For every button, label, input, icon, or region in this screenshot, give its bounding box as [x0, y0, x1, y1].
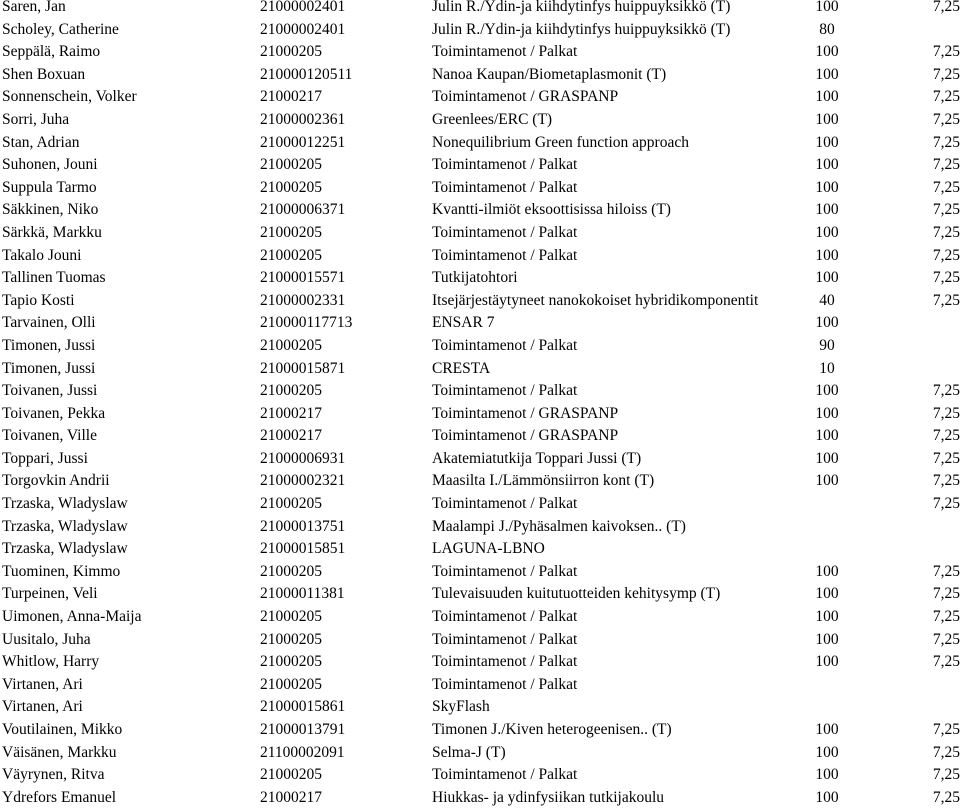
person-name-cell: Sonnenschein, Volker: [2, 88, 137, 106]
table-row: [0, 719, 960, 742]
person-name-cell: Trzaska, Wladyslaw: [2, 540, 128, 558]
rate-cell: 7,25: [932, 246, 960, 264]
table-row: [0, 561, 960, 584]
rate-cell: 7,25: [932, 766, 960, 784]
person-name-cell: Ydrefors Emanuel: [2, 788, 117, 806]
person-name-cell: Virtanen, Ari: [2, 698, 83, 716]
table-row: [0, 470, 960, 493]
table-row: [0, 493, 960, 516]
cost-code-cell: 21000013791: [260, 721, 346, 738]
cost-code-cell: 210000117713: [260, 314, 353, 332]
rate-cell: 7,25: [932, 449, 960, 467]
project-cell: SkyFlash: [432, 698, 490, 716]
person-name-cell: Sorri, Juha: [2, 110, 70, 128]
person-name-cell: Suppula Tarmo: [2, 178, 97, 196]
rate-cell: 7,25: [932, 404, 960, 422]
percentage-cell: 100: [815, 653, 839, 671]
table-row: [0, 267, 960, 290]
person-name-cell: Väyrynen, Ritva: [2, 766, 105, 784]
person-name-cell: Stan, Adrian: [2, 133, 80, 151]
person-name-cell: Toivanen, Pekka: [2, 404, 106, 422]
table-row: [0, 335, 960, 358]
cost-code-cell: 21000217: [260, 788, 322, 806]
project-cell: Akatemiatutkija Toppari Jussi (T): [432, 449, 642, 467]
rate-cell: 7,25: [932, 223, 960, 241]
table-row: [0, 516, 960, 539]
project-cell: Timonen J./Kiven heterogeenisen.. (T): [432, 721, 672, 738]
person-name-cell: Trzaska, Wladyslaw: [2, 495, 128, 513]
table-row: [0, 787, 960, 809]
project-cell: Toimintamenot / Palkat: [432, 43, 578, 61]
table-row: [0, 245, 960, 268]
person-name-cell: Timonen, Jussi: [2, 336, 96, 354]
cost-code-cell: 21000015851: [260, 540, 346, 558]
cost-code-cell: 21000205: [260, 246, 322, 264]
project-cell: Toimintamenot / GRASPANP: [432, 404, 619, 422]
percentage-cell: 100: [815, 201, 839, 219]
person-name-cell: Tuominen, Kimmo: [2, 562, 121, 580]
project-cell: Nonequilibrium Green function approach: [432, 133, 689, 151]
percentage-cell: 100: [815, 788, 839, 806]
project-cell: Maalampi J./Pyhäsalmen kaivoksen.. (T): [432, 517, 686, 535]
cost-code-cell: 21000011381: [260, 585, 345, 603]
project-cell: ENSAR 7: [432, 314, 495, 332]
table-row: [0, 199, 960, 222]
person-name-cell: Scholey, Catherine: [2, 20, 119, 38]
cost-code-cell: 21000205: [260, 608, 322, 626]
person-name-cell: Tallinen Tuomas: [2, 269, 106, 287]
percentage-cell: 80: [819, 20, 835, 38]
person-name-cell: Takalo Jouni: [2, 246, 82, 264]
percentage-cell: 100: [815, 449, 839, 467]
person-name-cell: Väisänen, Markku: [2, 743, 117, 761]
project-cell: Toimintamenot / Palkat: [432, 178, 578, 196]
project-cell: Hiukkas- ja ydinfysiikan tutkijakoulu: [432, 788, 665, 806]
table-row: [0, 358, 960, 381]
percentage-cell: 100: [815, 562, 839, 580]
cost-code-cell: 21000205: [260, 382, 322, 400]
cost-code-cell: 21000205: [260, 223, 322, 241]
cost-code-cell: 21000217: [260, 404, 322, 422]
rate-cell: 7,25: [932, 65, 960, 83]
person-name-cell: Uimonen, Anna-Maija: [2, 608, 142, 626]
cost-code-cell: 21000015571: [260, 269, 346, 287]
person-name-cell: Virtanen, Ari: [2, 675, 83, 693]
table-row: [0, 109, 960, 132]
cost-code-cell: 21000015871: [260, 359, 346, 377]
rate-cell: 7,25: [932, 178, 960, 196]
project-cell: Julin R./Ydin-ja kiihdytinfys huippuyksikkö (T): [432, 20, 731, 38]
cost-code-cell: 21000205: [260, 43, 322, 61]
table-row: [0, 86, 960, 109]
table-row: [0, 64, 960, 87]
rate-cell: 7,25: [932, 427, 960, 445]
percentage-cell: 100: [815, 0, 839, 15]
project-cell: Toimintamenot / Palkat: [432, 246, 578, 264]
project-cell: Selma-J (T): [432, 743, 506, 761]
table-row: [0, 290, 960, 313]
person-name-cell: Shen Boxuan: [2, 65, 86, 83]
project-cell: Maasilta I./Lämmönsiirron kont (T): [432, 472, 655, 490]
person-name-cell: Trzaska, Wladyslaw: [2, 517, 128, 535]
person-name-cell: Toppari, Jussi: [2, 449, 88, 467]
person-name-cell: Toivanen, Ville: [2, 427, 97, 445]
rate-cell: 7,25: [932, 743, 960, 761]
table-row: [0, 674, 960, 697]
project-cell: Toimintamenot / Palkat: [432, 382, 578, 400]
project-cell: Toimintamenot / Palkat: [432, 336, 578, 354]
person-name-cell: Seppälä, Raimo: [2, 43, 101, 61]
rate-cell: 7,25: [932, 608, 960, 626]
table-row: [0, 538, 960, 561]
percentage-cell: 100: [815, 743, 839, 761]
project-cell: Toimintamenot / GRASPANP: [432, 88, 619, 106]
percentage-cell: 100: [815, 110, 839, 128]
project-cell: Itsejärjestäytyneet nanokokoiset hybridikomponentit: [432, 291, 759, 309]
project-cell: Greenlees/ERC (T): [432, 110, 553, 128]
table-row: [0, 41, 960, 64]
cost-code-cell: 21000205: [260, 178, 322, 196]
rate-cell: 7,25: [932, 382, 960, 400]
rate-cell: 7,25: [932, 562, 960, 580]
person-name-cell: Säkkinen, Niko: [2, 201, 99, 219]
project-cell: Tulevaisuuden kuitutuotteiden kehitysymp (T): [432, 585, 721, 603]
person-name-cell: Uusitalo, Juha: [2, 630, 91, 648]
table-row: [0, 764, 960, 787]
table-row: [0, 154, 960, 177]
table-row: [0, 380, 960, 403]
project-cell: Nanoa Kaupan/Biometaplasmonit (T): [432, 65, 667, 83]
project-cell: Toimintamenot / Palkat: [432, 495, 578, 513]
project-cell: Tutkijatohtori: [432, 269, 518, 287]
cost-code-cell: 21000205: [260, 675, 322, 693]
cost-code-cell: 21000205: [260, 562, 322, 580]
cost-code-cell: 21000217: [260, 88, 322, 106]
rate-cell: 7,25: [932, 201, 960, 219]
project-cell: Toimintamenot / Palkat: [432, 608, 578, 626]
percentage-cell: 100: [815, 427, 839, 445]
table-row: [0, 742, 960, 765]
cost-code-cell: 21000217: [260, 427, 322, 445]
percentage-cell: 100: [815, 223, 839, 241]
person-name-cell: Turpeinen, Veli: [2, 585, 98, 603]
table-row: [0, 629, 960, 652]
cost-code-cell: 21000205: [260, 156, 322, 174]
rate-cell: 7,25: [932, 585, 960, 603]
rate-cell: 7,25: [932, 110, 960, 128]
percentage-cell: 100: [815, 246, 839, 264]
table-row: [0, 583, 960, 606]
percentage-cell: 100: [815, 585, 839, 603]
rate-cell: 7,25: [932, 0, 960, 15]
percentage-cell: 10: [819, 359, 835, 377]
project-cell: Toimintamenot / Palkat: [432, 653, 578, 671]
percentage-cell: 100: [815, 156, 839, 174]
table-row: [0, 19, 960, 42]
table-row: [0, 132, 960, 155]
percentage-cell: 100: [815, 404, 839, 422]
project-cell: Toimintamenot / Palkat: [432, 156, 578, 174]
table-row: [0, 0, 960, 19]
project-cell: Toimintamenot / Palkat: [432, 630, 578, 648]
percentage-cell: 100: [815, 608, 839, 626]
person-name-cell: Torgovkin Andrii: [2, 472, 110, 490]
cost-code-cell: 21000002321: [260, 472, 346, 490]
percentage-cell: 100: [815, 88, 839, 106]
person-name-cell: Särkkä, Markku: [2, 223, 102, 241]
rate-cell: 7,25: [932, 133, 960, 151]
project-cell: LAGUNA-LBNO: [432, 540, 545, 558]
rate-cell: 7,25: [932, 653, 960, 671]
cost-code-cell: 21000002361: [260, 110, 346, 128]
person-name-cell: Whitlow, Harry: [2, 653, 100, 671]
rate-cell: 7,25: [932, 43, 960, 61]
project-cell: Julin R./Ydin-ja kiihdytinfys huippuyksikkö (T): [432, 0, 731, 15]
rate-cell: 7,25: [932, 495, 960, 513]
table-row: [0, 177, 960, 200]
person-name-cell: Toivanen, Jussi: [2, 382, 98, 400]
percentage-cell: 100: [815, 269, 839, 287]
table-row: [0, 448, 960, 471]
percentage-cell: 100: [815, 721, 839, 738]
project-cell: Toimintamenot / GRASPANP: [432, 427, 619, 445]
cost-code-cell: 21000006371: [260, 201, 346, 219]
person-name-cell: Tapio Kosti: [2, 291, 75, 309]
cost-code-cell: 21000205: [260, 630, 322, 648]
person-name-cell: Saren, Jan: [2, 0, 66, 15]
cost-code-cell: 21000013751: [260, 517, 346, 535]
rate-cell: 7,25: [932, 788, 960, 806]
rate-cell: 7,25: [932, 88, 960, 106]
project-cell: Toimintamenot / Palkat: [432, 223, 578, 241]
rate-cell: 7,25: [932, 472, 960, 490]
project-cell: Toimintamenot / Palkat: [432, 675, 578, 693]
cost-code-cell: 21000205: [260, 495, 322, 513]
percentage-cell: 100: [815, 630, 839, 648]
rate-cell: 7,25: [932, 269, 960, 287]
rate-cell: 7,25: [932, 630, 960, 648]
table-row: [0, 651, 960, 674]
person-name-cell: Voutilainen, Mikko: [2, 721, 123, 738]
cost-code-cell: 21000002401: [260, 20, 346, 38]
cost-code-cell: 21000006931: [260, 449, 346, 467]
table-row: [0, 696, 960, 719]
project-cell: Toimintamenot / Palkat: [432, 766, 578, 784]
percentage-cell: 90: [819, 336, 835, 354]
percentage-cell: 40: [819, 291, 835, 309]
table-row: [0, 222, 960, 245]
percentage-cell: 100: [815, 65, 839, 83]
cost-code-cell: 21000205: [260, 766, 322, 784]
person-name-cell: Suhonen, Jouni: [2, 156, 98, 174]
percentage-cell: 100: [815, 314, 839, 332]
percentage-cell: 100: [815, 43, 839, 61]
person-name-cell: Timonen, Jussi: [2, 359, 96, 377]
cost-code-cell: 21000012251: [260, 133, 346, 151]
cost-code-cell: 21100002091: [260, 743, 345, 761]
table-row: [0, 425, 960, 448]
cost-code-cell: 210000120511: [260, 65, 353, 83]
cost-code-cell: 21000002401: [260, 0, 346, 15]
table-row: [0, 403, 960, 426]
percentage-cell: 100: [815, 766, 839, 784]
percentage-cell: 100: [815, 178, 839, 196]
percentage-cell: 100: [815, 133, 839, 151]
table-row: [0, 606, 960, 629]
table-row: [0, 312, 960, 335]
project-cell: Toimintamenot / Palkat: [432, 562, 578, 580]
percentage-cell: 100: [815, 472, 839, 490]
rate-cell: 7,25: [932, 291, 960, 309]
percentage-cell: 100: [815, 382, 839, 400]
person-name-cell: Tarvainen, Olli: [2, 314, 96, 332]
cost-code-cell: 21000205: [260, 336, 322, 354]
rate-cell: 7,25: [932, 156, 960, 174]
project-cell: Kvantti-ilmiöt eksoottisissa hiloiss (T): [432, 201, 671, 219]
project-cell: CRESTA: [432, 359, 491, 377]
cost-code-cell: 21000205: [260, 653, 322, 671]
cost-code-cell: 21000002331: [260, 291, 346, 309]
cost-code-cell: 21000015861: [260, 698, 346, 716]
rate-cell: 7,25: [932, 721, 960, 738]
